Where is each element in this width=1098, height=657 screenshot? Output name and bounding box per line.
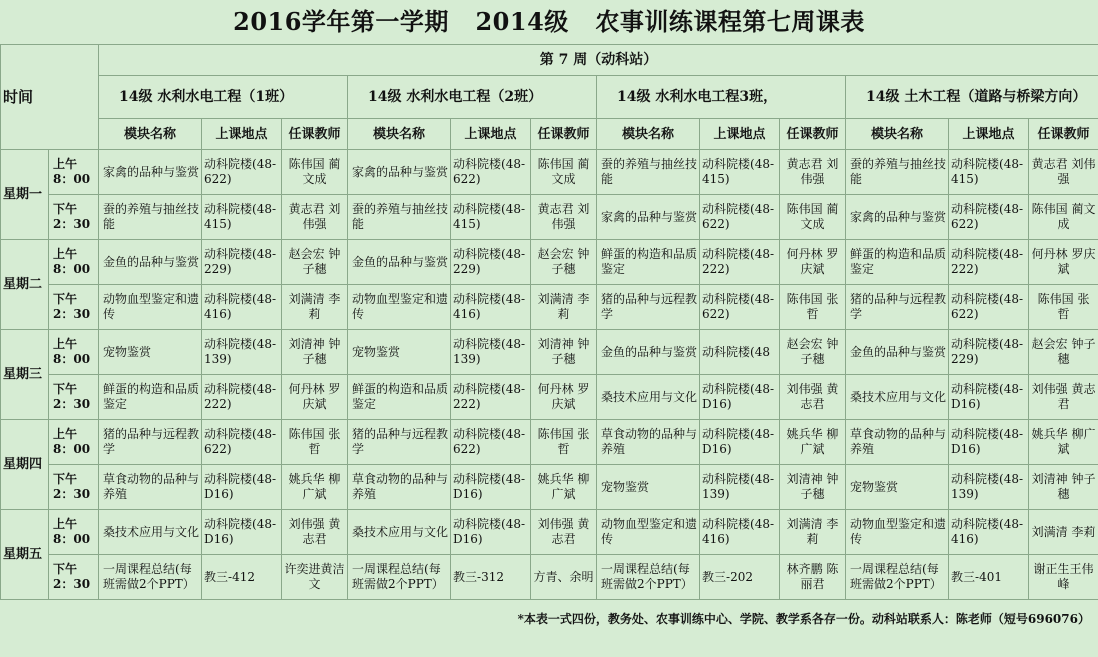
location-cell: 教三-401 <box>949 555 1029 600</box>
day-label: 星期四 <box>1 420 49 510</box>
table-row <box>1 420 1098 465</box>
location-cell: 动科院楼(48-416) <box>451 285 531 330</box>
module-cell: 草食动物的品种与养殖 <box>99 465 202 510</box>
module-cell: 蚕的养殖与抽丝技能 <box>597 150 700 195</box>
teacher-cell: 黄志君 刘伟强 <box>531 195 597 240</box>
slot-period: 下午 <box>53 202 78 216</box>
location-cell: 动科院楼(48-139) <box>949 465 1029 510</box>
location-cell: 教三-412 <box>202 555 282 600</box>
teacher-cell: 姚兵华 柳广斌 <box>531 465 597 510</box>
table-row <box>1 555 1098 600</box>
location-cell: 教三-202 <box>700 555 780 600</box>
module-cell: 宠物鉴赏 <box>846 465 949 510</box>
module-cell: 一周课程总结(每班需做2个PPT） <box>99 555 202 600</box>
module-cell: 草食动物的品种与养殖 <box>597 420 700 465</box>
module-cell: 蚕的养殖与抽丝技能 <box>99 195 202 240</box>
teacher-cell: 黄志君 刘伟强 <box>282 195 348 240</box>
slot-time <box>49 240 99 285</box>
location-cell: 动科院楼(48-622) <box>202 420 282 465</box>
class-header-row <box>1 76 1098 119</box>
schedule-table <box>0 44 1098 600</box>
table-row <box>1 195 1098 240</box>
location-cell: 动科院楼(48-229) <box>202 240 282 285</box>
slot-period: 上午 <box>53 337 78 351</box>
module-cell: 猪的品种与远程教学 <box>846 285 949 330</box>
location-cell: 动科院楼(48-416) <box>700 510 780 555</box>
location-cell: 动科院楼(48-D16) <box>700 420 780 465</box>
slot-clock: 2：30 <box>53 487 91 501</box>
teacher-cell: 陈伟国 张 哲 <box>531 420 597 465</box>
teacher-cell: 何丹林 罗庆斌 <box>531 375 597 420</box>
slot-time <box>49 195 99 240</box>
module-cell: 家禽的品种与鉴赏 <box>846 195 949 240</box>
slot-clock: 2：30 <box>53 217 91 231</box>
module-cell: 动物血型鉴定和遗传 <box>348 285 451 330</box>
class-header: 14级 水利水电工程3班， <box>597 76 846 119</box>
module-cell: 金鱼的品种与鉴赏 <box>846 330 949 375</box>
location-cell: 动科院楼(48-139) <box>451 330 531 375</box>
location-cell: 动科院楼(48-622) <box>949 285 1029 330</box>
slot-period: 上午 <box>53 157 78 171</box>
teacher-cell: 何丹林 罗庆斌 <box>1029 240 1098 285</box>
teacher-cell: 赵会宏 钟子穗 <box>282 240 348 285</box>
time-header: 时间 <box>1 45 99 150</box>
location-cell: 动科院楼(48-139) <box>202 330 282 375</box>
table-row <box>1 150 1098 195</box>
module-cell: 宠物鉴赏 <box>597 465 700 510</box>
class-header: 14级 水利水电工程（2班） <box>348 76 597 119</box>
module-cell: 桑技术应用与文化 <box>846 375 949 420</box>
slot-clock: 8：00 <box>53 532 91 546</box>
module-cell: 家禽的品种与鉴赏 <box>348 150 451 195</box>
location-cell: 动科院楼(48-D16) <box>700 375 780 420</box>
location-cell: 动科院楼(48-222) <box>202 375 282 420</box>
module-cell: 一周课程总结(每班需做2个PPT） <box>846 555 949 600</box>
teacher-cell: 许奕进黄洁文 <box>282 555 348 600</box>
location-cell: 动科院楼(48-622) <box>949 195 1029 240</box>
module-cell: 动物血型鉴定和遗传 <box>99 285 202 330</box>
slot-period: 下午 <box>53 382 78 396</box>
slot-period: 下午 <box>53 562 78 576</box>
location-cell: 动科院楼(48-D16) <box>202 465 282 510</box>
table-row <box>1 375 1098 420</box>
module-cell: 桑技术应用与文化 <box>348 510 451 555</box>
teacher-cell: 姚兵华 柳广斌 <box>780 420 846 465</box>
teacher-cell: 刘清神 钟子穗 <box>1029 465 1098 510</box>
teacher-cell: 谢正生王伟峰 <box>1029 555 1098 600</box>
module-name-header: 模块名称 <box>99 119 202 150</box>
slot-time <box>49 420 99 465</box>
location-cell: 动科院楼(48-416) <box>202 285 282 330</box>
slot-time <box>49 330 99 375</box>
slot-clock: 8：00 <box>53 352 91 366</box>
teacher-cell: 刘满清 李莉 <box>282 285 348 330</box>
teacher-cell: 姚兵华 柳广斌 <box>282 465 348 510</box>
module-cell: 动物血型鉴定和遗传 <box>597 510 700 555</box>
module-cell: 一周课程总结(每班需做2个PPT） <box>348 555 451 600</box>
location-cell: 动科院楼(48-622) <box>451 420 531 465</box>
location-cell: 动科院楼(48-D16) <box>451 510 531 555</box>
slot-clock: 8：00 <box>53 442 91 456</box>
module-cell: 猪的品种与远程教学 <box>99 420 202 465</box>
slot-time <box>49 150 99 195</box>
location-cell: 动科院楼(48-D16) <box>949 420 1029 465</box>
teacher-header: 任课教师 <box>1029 119 1098 150</box>
module-cell: 蚕的养殖与抽丝技能 <box>348 195 451 240</box>
slot-clock: 2：30 <box>53 577 91 591</box>
teacher-cell: 方青、余明 <box>531 555 597 600</box>
day-label: 星期三 <box>1 330 49 420</box>
slot-period: 下午 <box>53 472 78 486</box>
module-name-header: 模块名称 <box>597 119 700 150</box>
location-header: 上课地点 <box>451 119 531 150</box>
location-header: 上课地点 <box>700 119 780 150</box>
module-cell: 金鱼的品种与鉴赏 <box>348 240 451 285</box>
module-cell: 宠物鉴赏 <box>99 330 202 375</box>
location-cell: 动科院楼(48-622) <box>451 150 531 195</box>
module-cell: 草食动物的品种与养殖 <box>846 420 949 465</box>
teacher-cell: 何丹林 罗庆斌 <box>282 375 348 420</box>
module-cell: 桑技术应用与文化 <box>597 375 700 420</box>
table-row <box>1 510 1098 555</box>
location-cell: 动科院楼(48-415) <box>451 195 531 240</box>
location-cell: 动科院楼(48-222) <box>451 375 531 420</box>
teacher-cell: 刘清神 钟子穗 <box>282 330 348 375</box>
module-cell: 金鱼的品种与鉴赏 <box>597 330 700 375</box>
location-cell: 动科院楼(48-222) <box>700 240 780 285</box>
slot-clock: 2：30 <box>53 397 91 411</box>
module-cell: 宠物鉴赏 <box>348 330 451 375</box>
module-cell: 草食动物的品种与养殖 <box>348 465 451 510</box>
teacher-cell: 姚兵华 柳广斌 <box>1029 420 1098 465</box>
module-cell: 鲜蛋的构造和品质鉴定 <box>846 240 949 285</box>
teacher-header: 任课教师 <box>282 119 348 150</box>
class-header: 14级 水利水电工程（1班） <box>99 76 348 119</box>
teacher-cell: 陈伟国 蔺文成 <box>780 195 846 240</box>
day-label: 星期一 <box>1 150 49 240</box>
teacher-cell: 刘满清 李莉 <box>780 510 846 555</box>
teacher-cell: 刘清神 钟子穗 <box>780 465 846 510</box>
teacher-cell: 刘伟强 黄志君 <box>531 510 597 555</box>
teacher-cell: 刘满清 李莉 <box>531 285 597 330</box>
slot-period: 上午 <box>53 517 78 531</box>
location-cell: 动科院楼(48-D16) <box>202 510 282 555</box>
module-cell: 一周课程总结(每班需做2个PPT） <box>597 555 700 600</box>
teacher-header: 任课教师 <box>531 119 597 150</box>
teacher-cell: 刘伟强 黄志君 <box>1029 375 1098 420</box>
slot-time <box>49 555 99 600</box>
slot-time <box>49 510 99 555</box>
location-cell: 动科院楼(48-229) <box>949 330 1029 375</box>
location-cell: 动科院楼(48-415) <box>949 150 1029 195</box>
footer-note: *本表一式四份，教务处、农事训练中心、学院、教学系各存一份。动科站联系人：陈老师（短号696076） <box>517 612 1090 626</box>
module-cell: 猪的品种与远程教学 <box>348 420 451 465</box>
teacher-cell: 黄志君 刘伟强 <box>780 150 846 195</box>
teacher-cell: 赵会宏 钟子穗 <box>1029 330 1098 375</box>
location-cell: 动科院楼(48-D16) <box>949 375 1029 420</box>
module-name-header: 模块名称 <box>348 119 451 150</box>
teacher-cell: 赵会宏 钟子穗 <box>780 330 846 375</box>
module-cell: 家禽的品种与鉴赏 <box>597 195 700 240</box>
location-cell: 教三-312 <box>451 555 531 600</box>
teacher-cell: 陈伟国 蔺文成 <box>282 150 348 195</box>
table-row <box>1 240 1098 285</box>
teacher-cell: 赵会宏 钟子穗 <box>531 240 597 285</box>
slot-time <box>49 285 99 330</box>
slot-period: 上午 <box>53 247 78 261</box>
location-cell: 动科院楼(48-416) <box>949 510 1029 555</box>
location-cell: 动科院楼(48-622) <box>202 150 282 195</box>
location-cell: 动科院楼(48-622) <box>700 195 780 240</box>
teacher-cell: 陈伟国 张 哲 <box>1029 285 1098 330</box>
teacher-cell: 陈伟国 张 哲 <box>282 420 348 465</box>
teacher-cell: 刘伟强 黄志君 <box>282 510 348 555</box>
day-label: 星期五 <box>1 510 49 600</box>
module-cell: 鲜蛋的构造和品质鉴定 <box>99 375 202 420</box>
slot-time <box>49 465 99 510</box>
table-row <box>1 465 1098 510</box>
slot-clock: 8：00 <box>53 172 91 186</box>
schedule-body <box>1 150 1098 600</box>
table-row <box>1 285 1098 330</box>
location-cell: 动科院楼(48-139) <box>700 465 780 510</box>
teacher-cell: 刘伟强 黄志君 <box>780 375 846 420</box>
location-cell: 动科院楼(48-415) <box>202 195 282 240</box>
page-title: 2016学年第一学期 2014级 农事训练课程第七周课表 <box>233 7 865 36</box>
module-cell: 金鱼的品种与鉴赏 <box>99 240 202 285</box>
module-name-header: 模块名称 <box>846 119 949 150</box>
teacher-cell: 林齐鹏 陈丽君 <box>780 555 846 600</box>
teacher-cell: 刘满清 李莉 <box>1029 510 1098 555</box>
module-cell: 鲜蛋的构造和品质鉴定 <box>348 375 451 420</box>
teacher-cell: 何丹林 罗庆斌 <box>780 240 846 285</box>
teacher-cell: 陈伟国 张 哲 <box>780 285 846 330</box>
module-cell: 蚕的养殖与抽丝技能 <box>846 150 949 195</box>
class-header: 14级 土木工程（道路与桥梁方向） <box>846 76 1098 119</box>
module-cell: 猪的品种与远程教学 <box>597 285 700 330</box>
column-header-row <box>1 119 1098 150</box>
teacher-cell: 黄志君 刘伟强 <box>1029 150 1098 195</box>
slot-clock: 2：30 <box>53 307 91 321</box>
teacher-header: 任课教师 <box>780 119 846 150</box>
module-cell: 动物血型鉴定和遗传 <box>846 510 949 555</box>
slot-period: 上午 <box>53 427 78 441</box>
teacher-cell: 刘清神 钟子穗 <box>531 330 597 375</box>
module-cell: 鲜蛋的构造和品质鉴定 <box>597 240 700 285</box>
location-cell: 动科院楼(48-222) <box>949 240 1029 285</box>
teacher-cell: 陈伟国 蔺文成 <box>1029 195 1098 240</box>
location-cell: 动科院楼(48-622) <box>700 285 780 330</box>
location-cell: 动科院楼(48-229) <box>451 240 531 285</box>
location-cell: 动科院楼(48 <box>700 330 780 375</box>
slot-clock: 8：00 <box>53 262 91 276</box>
slot-time <box>49 375 99 420</box>
location-header: 上课地点 <box>202 119 282 150</box>
module-cell: 桑技术应用与文化 <box>99 510 202 555</box>
module-cell: 家禽的品种与鉴赏 <box>99 150 202 195</box>
table-row <box>1 330 1098 375</box>
week-header: 第 7 周（动科站） <box>99 45 1098 76</box>
location-cell: 动科院楼(48-D16) <box>451 465 531 510</box>
location-header: 上课地点 <box>949 119 1029 150</box>
day-label: 星期二 <box>1 240 49 330</box>
location-cell: 动科院楼(48-415) <box>700 150 780 195</box>
slot-period: 下午 <box>53 292 78 306</box>
teacher-cell: 陈伟国 蔺文成 <box>531 150 597 195</box>
